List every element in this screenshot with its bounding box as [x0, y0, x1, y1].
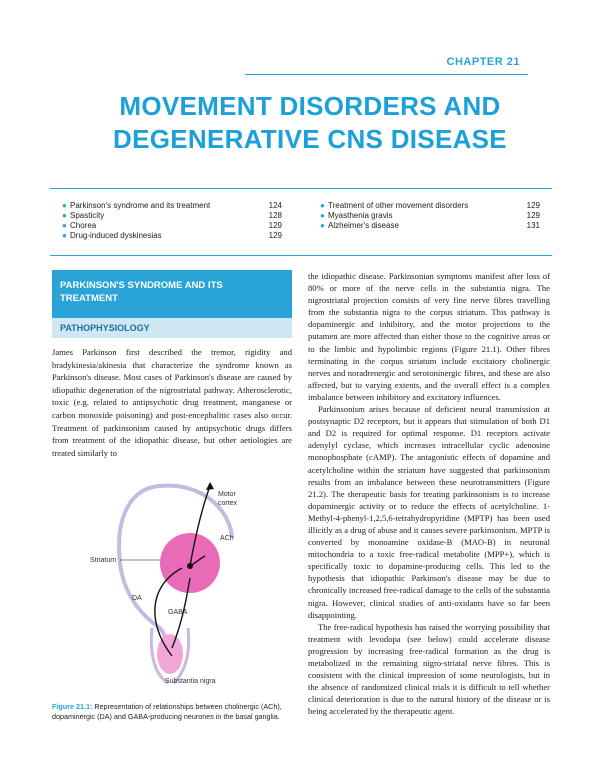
contents-item-page: 129	[526, 201, 540, 210]
label-gaba: GABA	[168, 609, 188, 616]
subsection-heading: PATHOPHYSIOLOGY	[52, 318, 292, 338]
label-striatum: Striatum	[90, 557, 117, 564]
chapter-contents-box	[50, 188, 552, 256]
contents-item[interactable]	[320, 211, 540, 221]
contents-item-page: 129	[526, 211, 540, 220]
contents-column-right	[320, 201, 540, 231]
label-da: DA	[132, 595, 142, 602]
body-paragraph: Parkinsonism arises because of deficient neural transmission at postsynaptic D2 receptors, but it appears that stimulation of both D1 and D2 is required for optimal response. D1 receptors activate adenylyl cyclase, which increases intracellular cyclic adenosine monophosphate (cAMP). The antagonistic effects of dopamine and acetylcholine within the striatum have suggested that parkinsonism results from an imbalance between these neurotransmitters (Figure 21.2). The therapeutic basis for treating parkinsonism is to increase dopaminergic activity or to reduce the effects of acetylcholine. 1-Methyl-4-phenyl-1,2,5,6-tetrahydropyridine (MPTP) has been used illicitly as a drug of abuse and it causes severe parkinsonism. MPTP is converted by monoamine oxidase-B (MAO-B) in neuronal mitochondria to a toxic free-radical metabolite (MPP+), which is specifically toxic to dopamine-producing cells. This led to the hypothesis that idiopathic Parkinson's disease may be due to chronically increased free-radical damage to the cells of the substantia nigra. However, clinical studies of anti-oxidants have so far been disappointing.	[308, 404, 550, 620]
body-paragraph: The free-radical hypothesis has raised the worrying possibility that treatment with levodopa (see below) could accelerate disease progression by increasing free-radical formation as the drug is metabolized in the remaining nigro-striatal nerve fibres. This is consistent with the clinical impression of some neurologists, but in the absence of randomized clinical trials it is difficult to tell whether clinical deterioration is due to the natural history of the disease or is being accelerated by the therapeutic agent.	[308, 621, 550, 717]
chapter-title-line-2: DEGENERATIVE CNS DISEASE	[113, 124, 507, 154]
contents-column-left	[62, 201, 282, 241]
label-ach: ACh	[220, 535, 234, 542]
label-motor-cortex-1: Motor	[218, 491, 236, 498]
contents-item-page: 131	[526, 221, 540, 230]
section-heading	[52, 270, 292, 320]
body-paragraph: James Parkinson first described the tremor, rigidity and bradykinesia/akinesia that characterize the syndrome known as Parkinson's disease. Most cases of Parkinson's disease are caused by idiopathic degeneration of the nigrostriatal pathway. Atherosclerotic, toxic (e.g. related to antipsychotic drug treatment, manganese or carbon monoxide poisoning) and post-encephalitic cases also occur. Treatment of parkinsonism caused by antipsychotic drugs differs from treatment of the idiopathic disease, but other aetiologies are treated similarly to	[52, 347, 292, 458]
contents-item[interactable]	[62, 221, 282, 231]
contents-item-page: 129	[268, 221, 282, 230]
chapter-title-line-1: MOVEMENT DISORDERS AND	[119, 91, 501, 121]
label-motor-cortex-2: cortex	[218, 500, 238, 507]
bullet-icon: ●	[62, 201, 67, 210]
figure-caption	[52, 702, 292, 721]
contents-item[interactable]	[320, 201, 540, 211]
contents-item-title: Treatment of other movement disorders	[328, 201, 469, 210]
contents-item[interactable]	[62, 211, 282, 221]
contents-item[interactable]	[62, 231, 282, 241]
contents-item-page: 124	[268, 201, 282, 210]
contents-item-title: Parkinson's syndrome and its treatment	[70, 201, 211, 210]
bullet-icon: ●	[320, 221, 325, 230]
synapse-icon	[187, 563, 193, 569]
body-paragraph: the idiopathic disease. Parkinsonian symptoms manifest after loss of 80% or more of the nerve cells in the substantia nigra. The nigrostriatal projection consists of very fine nerve fibres travelling from the substantia nigra to the corpus striatum. This pathway is dopaminergic and inhibitory, and the motor projections to the putamen are more affected than either those to the cognitive areas or to the limbic and hypolimbic regions (Figure 21.1). Other fibres terminating in the corpus striatum include excitatory cholinergic nerves and noradrenergic and serotoninergic fibres, and these are also affected, but to varying extents, and the overall effect is a complex imbalance between inhibitory and excitatory influences.	[308, 271, 550, 402]
contents-item[interactable]	[320, 221, 540, 231]
chapter-title	[60, 90, 560, 156]
bullet-icon: ●	[62, 231, 67, 240]
arrowhead-icon	[206, 482, 214, 490]
contents-item-page: 129	[268, 231, 282, 240]
bullet-icon: ●	[62, 221, 67, 230]
contents-item-title: Alzheimer's disease	[328, 221, 399, 230]
section-heading-line-1: PARKINSON'S SYNDROME AND ITS	[60, 280, 223, 291]
label-substantia-nigra: Substantia nigra	[165, 678, 216, 685]
figure-number: Figure 21.1:	[52, 702, 93, 711]
contents-item[interactable]	[62, 201, 282, 211]
figure-caption-text: Representation of relationships between cholinergic (ACh), dopaminergic (DA) and GABA-producing neurones in the basal ganglia.	[52, 702, 282, 721]
contents-item-page: 128	[268, 211, 282, 220]
figure-basal-ganglia	[90, 478, 290, 688]
contents-item-title: Chorea	[70, 221, 97, 230]
right-column	[308, 270, 550, 717]
bullet-icon: ●	[320, 201, 325, 210]
contents-item-title: Spasticity	[70, 211, 105, 220]
section-heading-line-2: TREATMENT	[60, 293, 118, 304]
contents-item-title: Drug-induced dyskinesias	[70, 231, 162, 240]
bullet-icon: ●	[62, 211, 67, 220]
contents-item-title: Myasthenia gravis	[328, 211, 393, 220]
chapter-label: CHAPTER 21	[446, 56, 520, 68]
bullet-icon: ●	[320, 211, 325, 220]
basal-ganglia-diagram	[90, 478, 290, 688]
chapter-rule	[245, 74, 528, 75]
